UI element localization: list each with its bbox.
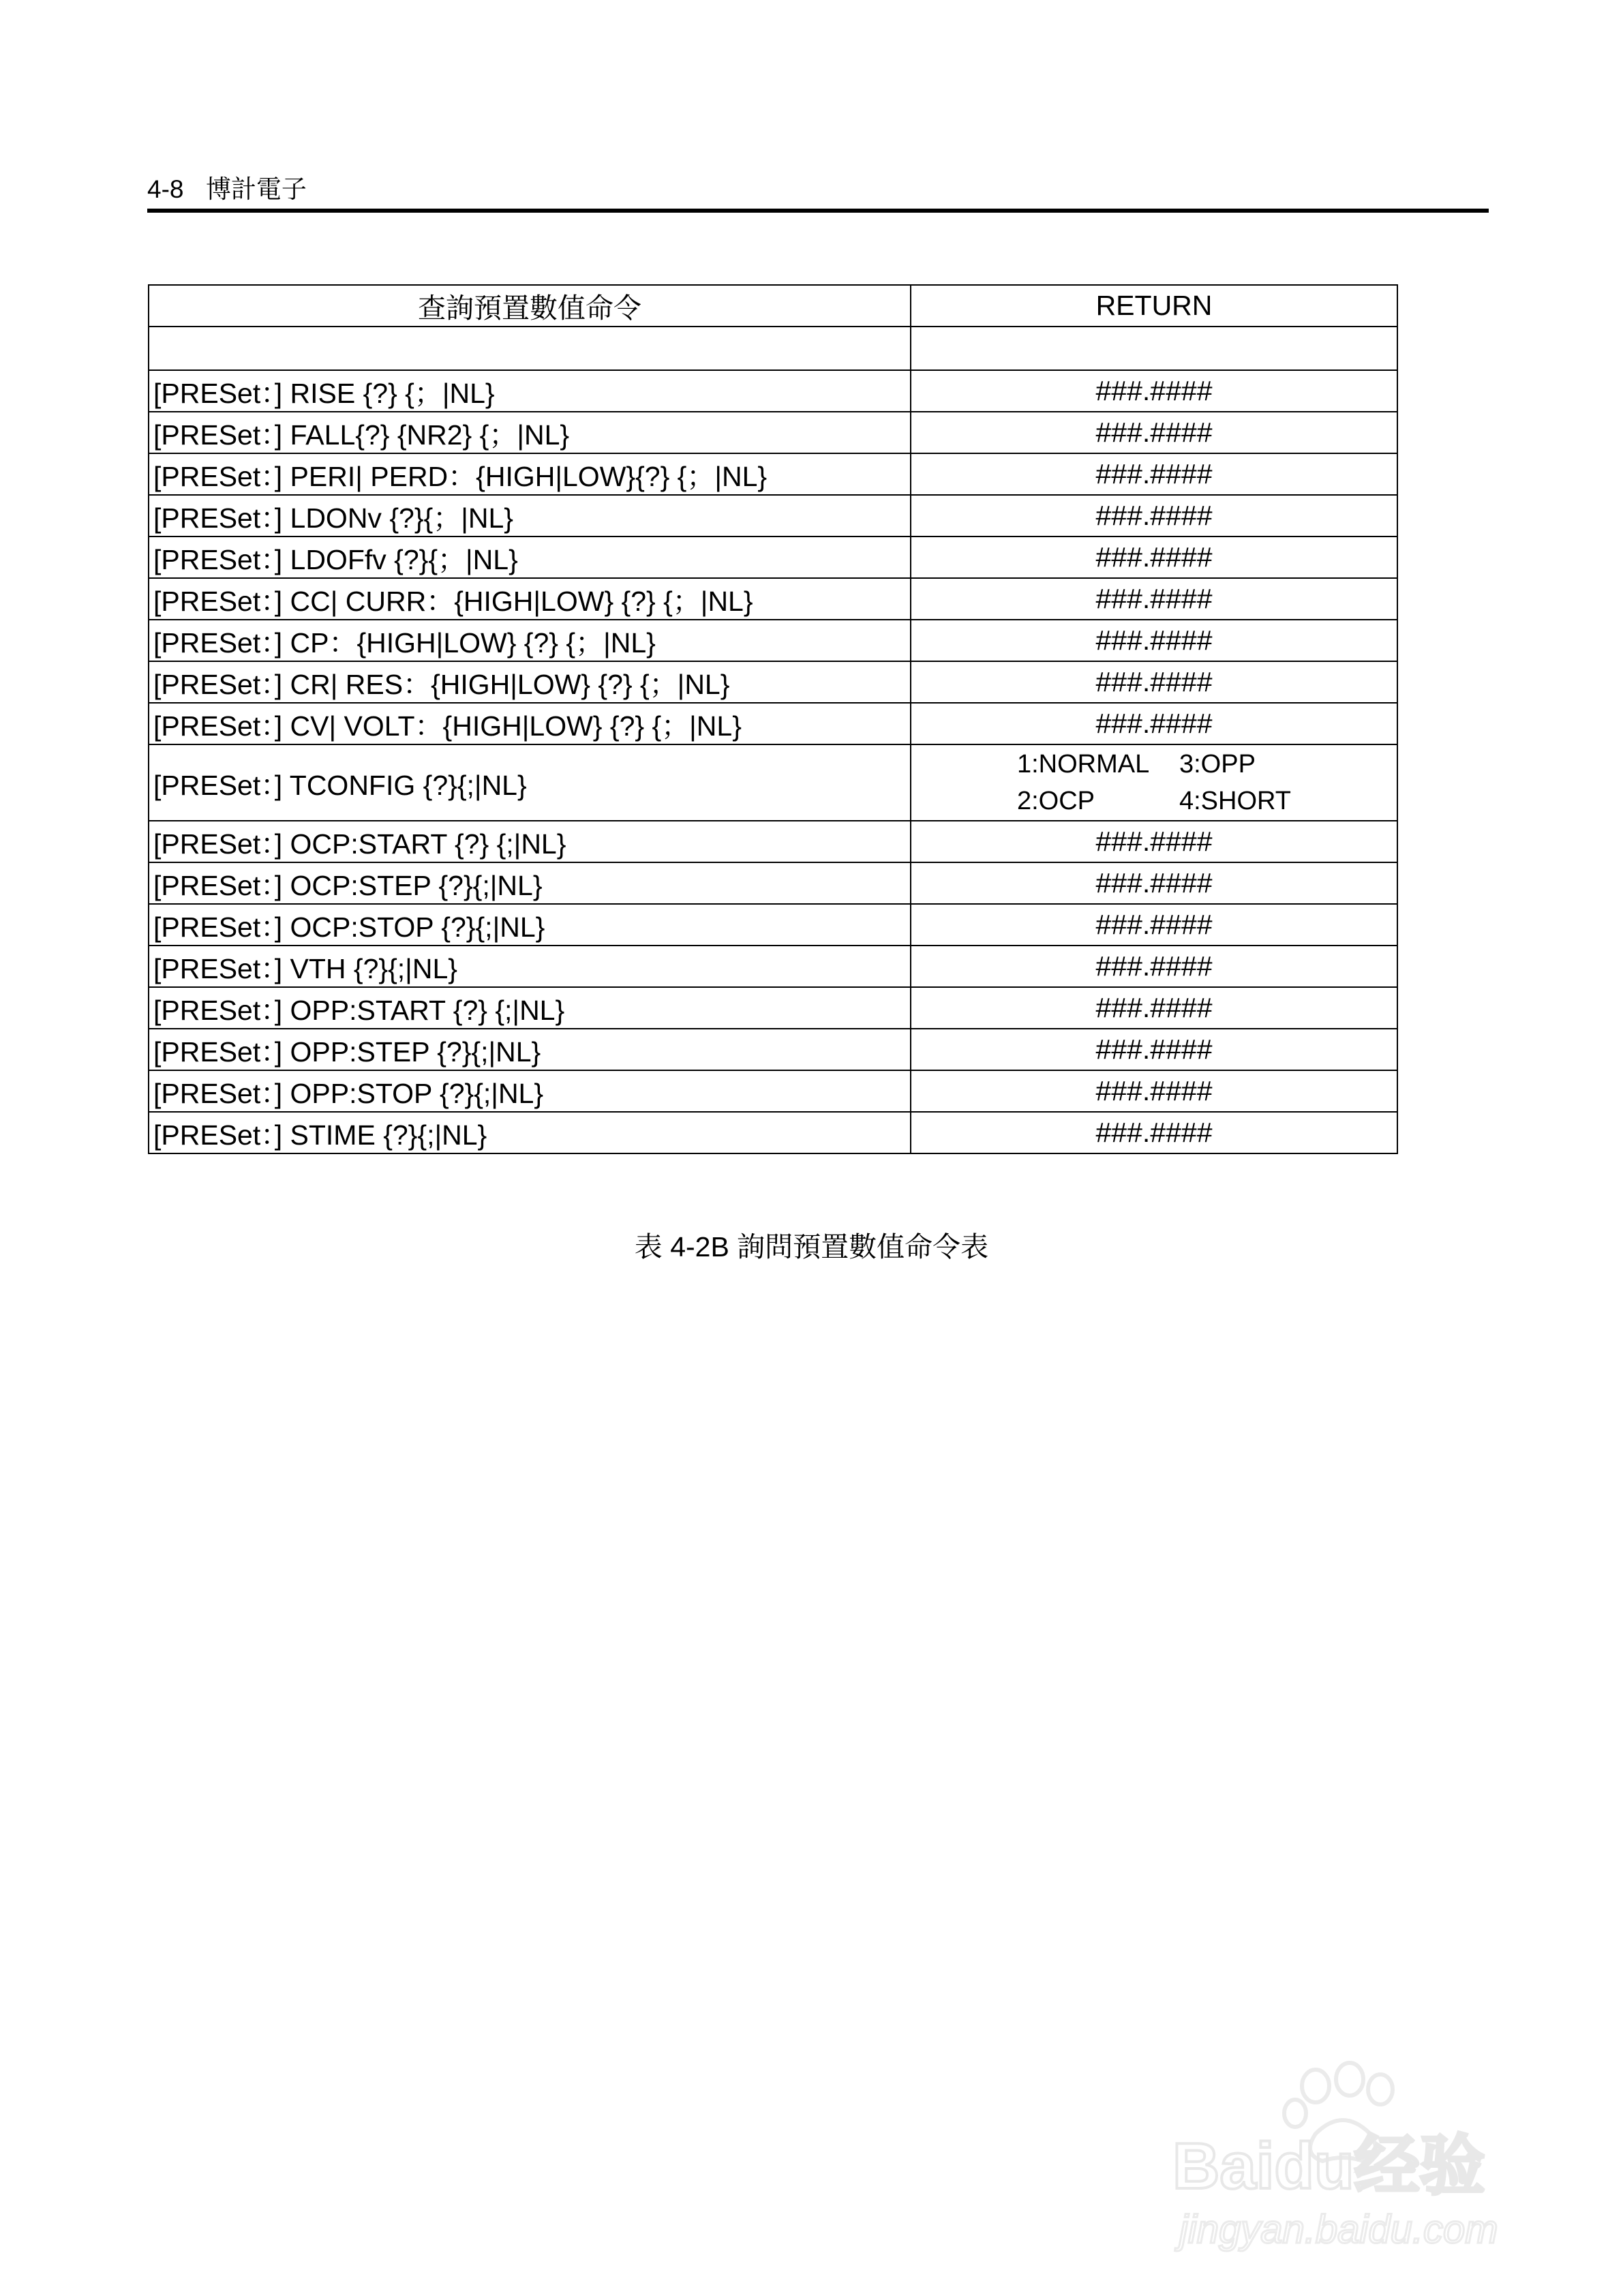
page-number: 4-8 [147,175,184,203]
return-cell: ###.#### [911,1112,1397,1153]
table-row [149,537,1397,578]
command-cell: [PRESet：] CP：{HIGH|LOW} {?} {；|NL} [149,620,911,661]
return-cell: ###.#### [911,578,1397,620]
command-cell: [PRESet：] FALL{?} {NR2} {；|NL} [149,412,911,453]
table-row [149,661,1397,703]
company-name: 博計電子 [205,175,307,203]
return-cell: ###.#### [911,1029,1397,1070]
command-cell: [PRESet：] STIME {?}{;|NL} [149,1112,911,1153]
table-cell [149,327,911,370]
command-cell: [PRESet：] PERI| PERD：{HIGH|LOW}{?} {；|NL} [149,453,911,495]
return-cell: ###.#### [911,495,1397,537]
command-cell: [PRESet：] OCP:STEP {?}{;|NL} [149,862,911,904]
command-cell: [PRESet：] CC| CURR：{HIGH|LOW} {?} {；|NL} [149,578,911,620]
table-row [149,578,1397,620]
command-cell: [PRESet：] OPP:STEP {?}{;|NL} [149,1029,911,1070]
return-cell: ###.#### [911,821,1397,862]
return-cell: ###.#### [911,661,1397,703]
table-caption: 表 4-2B 詢問預置數值命令表 [634,1231,989,1263]
page-header [147,172,1489,213]
option-normal: 1:NORMAL [1016,750,1150,779]
command-cell: [PRESet：] RISE {?} {；|NL} [149,370,911,412]
command-cell: [PRESet：] CV| VOLT：{HIGH|LOW} {?} {；|NL} [149,703,911,744]
baidu-jingyan-watermark [1159,2059,1541,2263]
table-row [149,946,1397,987]
return-cell: ###.#### [911,987,1397,1029]
table-row-tconfig [149,744,1397,821]
return-cell: ###.#### [911,370,1397,412]
watermark-brand: Baidu经验 [1172,2130,1485,2203]
return-cell: ###.#### [911,703,1397,744]
command-cell: [PRESet：] OCP:STOP {?}{;|NL} [149,904,911,946]
table-row [149,412,1397,453]
table-row [149,904,1397,946]
command-cell: [PRESet：] TCONFIG {?}{;|NL} [149,744,911,821]
table-row [149,862,1397,904]
return-cell: ###.#### [911,862,1397,904]
return-cell: ###.#### [911,946,1397,987]
table-row [149,703,1397,744]
option-ocp: 2:OCP [1016,787,1095,815]
column-header-return: RETURN [911,285,1397,327]
query-preset-command-table [148,284,1398,1154]
command-cell: [PRESet：] OPP:START {?} {;|NL} [149,987,911,1029]
options-line [1017,783,1291,819]
return-options-cell [911,744,1397,821]
command-cell: [PRESet：] OCP:START {?} {;|NL} [149,821,911,862]
command-cell: [PRESet：] OPP:STOP {?}{;|NL} [149,1070,911,1112]
return-cell: ###.#### [911,904,1397,946]
options-line [1017,746,1291,783]
table-row [149,1070,1397,1112]
table-row [149,370,1397,412]
table-blank-row [149,327,1397,370]
command-cell: [PRESet：] VTH {?}{;|NL} [149,946,911,987]
option-short: 4:SHORT [1179,787,1291,815]
table-row [149,987,1397,1029]
command-cell: [PRESet：] CR| RES：{HIGH|LOW} {?} {；|NL} [149,661,911,703]
return-cell: ###.#### [911,537,1397,578]
tconfig-options [1017,746,1291,819]
column-header-command: 查詢預置數值命令 [149,285,911,327]
table-row [149,495,1397,537]
table-row [149,453,1397,495]
table-row [149,1112,1397,1153]
return-cell: ###.#### [911,620,1397,661]
option-opp: 3:OPP [1179,750,1256,779]
return-cell: ###.#### [911,1070,1397,1112]
return-cell: ###.#### [911,412,1397,453]
watermark-url: jingyan.baidu.com [1179,2207,1498,2252]
table-row [149,1029,1397,1070]
command-cell: [PRESet：] LDONv {?}{；|NL} [149,495,911,537]
return-cell: ###.#### [911,453,1397,495]
table-row [149,821,1397,862]
table-cell [911,327,1397,370]
command-cell: [PRESet：] LDOFfv {?}{；|NL} [149,537,911,578]
table-header-row [149,285,1397,327]
table-row [149,620,1397,661]
